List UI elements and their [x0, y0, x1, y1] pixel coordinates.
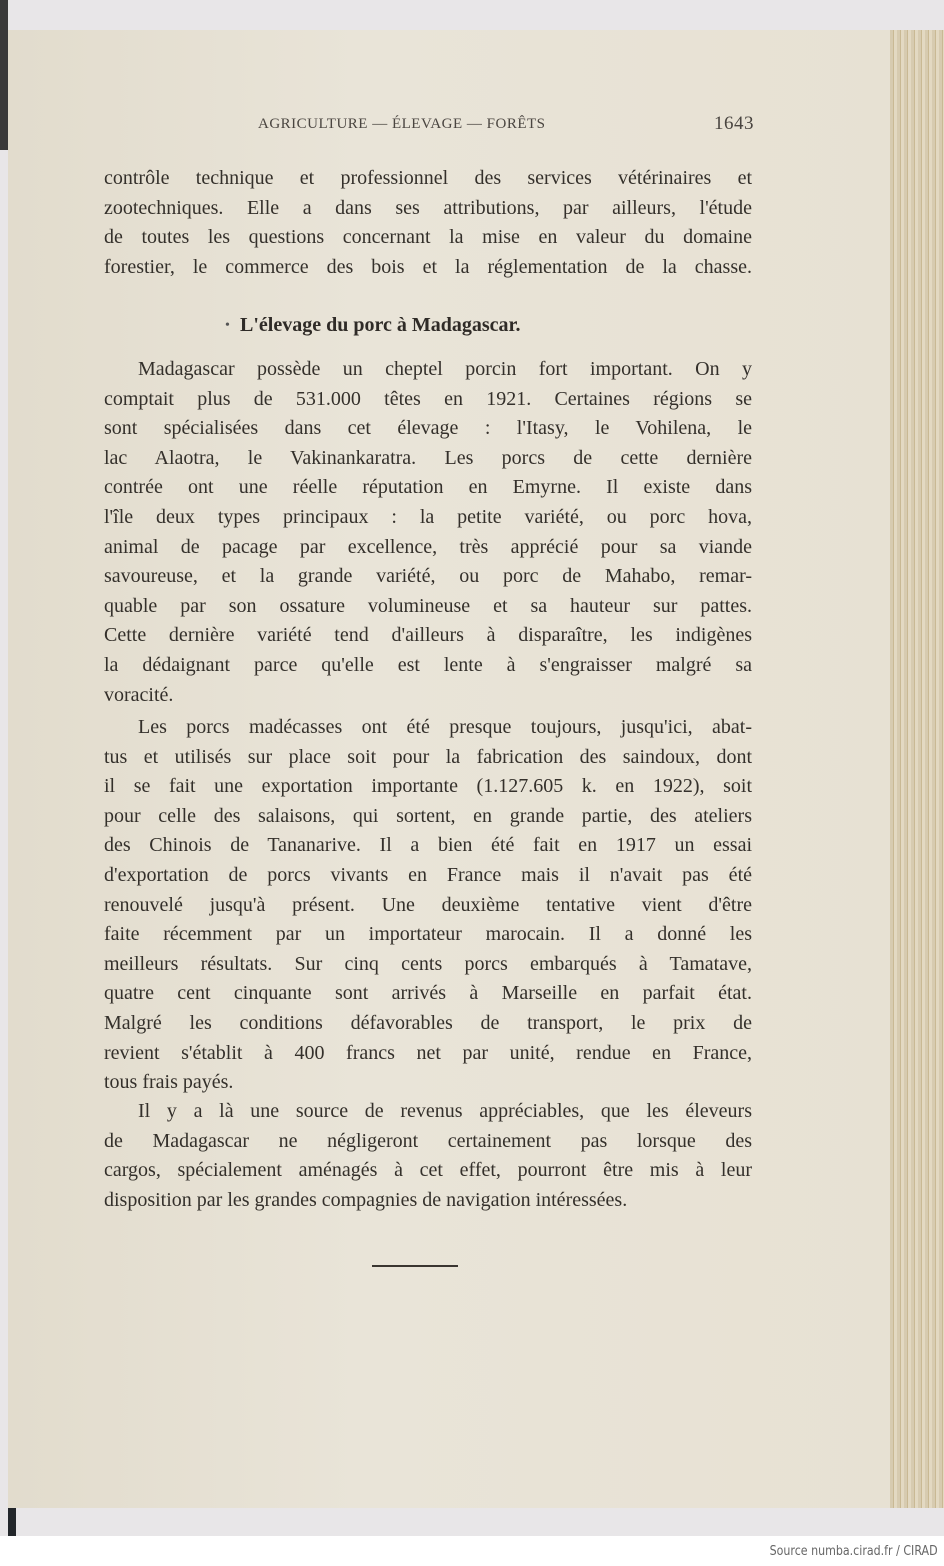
page-number: 1643 [714, 113, 754, 134]
running-title: AGRICULTURE — ÉLEVAGE — FORÊTS [258, 116, 546, 132]
text-line: Cette dernière variété tend d'ailleurs à disparaître, les indigènes [104, 624, 752, 647]
text-line: faite récemment par un importateur marocain. Il a donné les [104, 923, 752, 946]
text-line: l'île deux types principaux : la petite variété, ou porc hova, [104, 506, 752, 528]
text-line: Madagascar possède un cheptel porcin fort important. On y [138, 358, 752, 380]
text-line: contrée ont une réelle réputation en Emyrne. Il existe dans [104, 476, 752, 499]
text-line: quatre cent cinquante sont arrivés à Marseille en parfait état. [104, 982, 752, 1005]
text-line: sont spécialisées dans cet élevage : l'Itasy, le Vohilena, le [104, 417, 752, 440]
scan-border [0, 0, 8, 150]
text-line: lac Alaotra, le Vakinankaratra. Les porcs de cette dernière [104, 446, 752, 469]
bullet-mark: • [225, 318, 230, 333]
end-rule [372, 1265, 458, 1267]
text-line: Malgré les conditions défavorables de transport, le prix de [104, 1012, 752, 1034]
text-line: revient s'établit à 400 francs net par unité, rendue en France, [104, 1041, 752, 1064]
text-line: pour celle des salaisons, qui sortent, en grande partie, des ateliers [104, 804, 752, 827]
text-line: zootechniques. Elle a dans ses attributions, par ailleurs, l'étude [104, 196, 752, 219]
text-line: cargos, spécialement aménagés à cet effet, pourront être mis à leur [104, 1159, 752, 1182]
text-line: comptait plus de 531.000 têtes en 1921. Certaines régions se [104, 387, 752, 410]
text-line: voracité. [104, 683, 174, 706]
text-line: animal de pacage par excellence, très apprécié pour sa viande [104, 535, 752, 558]
running-header [258, 113, 754, 134]
text-line: tous frais payés. [104, 1071, 234, 1094]
source-credit: Source numba.cirad.fr / CIRAD [770, 1544, 938, 1559]
text-line: Il y a là une source de revenus appréciables, que les éleveurs [138, 1100, 752, 1122]
text-line: Les porcs madécasses ont été presque toujours, jusqu'ici, abat- [138, 716, 752, 738]
text-line: des Chinois de Tananarive. Il a bien été fait en 1917 un essai [104, 834, 752, 857]
page-edges [890, 30, 944, 1508]
section-heading: L'élevage du porc à Madagascar. [240, 314, 521, 336]
text-line: disposition par les grandes compagnies de navigation intéressées. [104, 1188, 628, 1211]
book-page [8, 30, 892, 1508]
text-line: la dédaignant parce qu'elle est lente à s'engraisser malgré sa [104, 654, 752, 676]
text-line: contrôle technique et professionnel des services vétérinaires et [104, 167, 752, 189]
text-line: quable par son ossature volumineuse et sa hauteur sur pattes. [104, 594, 752, 617]
text-line: forestier, le commerce des bois et la réglementation de la chasse. [104, 255, 752, 278]
text-line: de Madagascar ne négligeront certainement pas lorsque des [104, 1129, 752, 1152]
text-line: savoureuse, et la grande variété, ou porc de Mahabo, remar- [104, 565, 752, 588]
text-line: renouvelé jusqu'à présent. Une deuxième tentative vient d'être [104, 893, 752, 916]
text-line: tus et utilisés sur place soit pour la fabrication des saindoux, dont [104, 745, 752, 768]
text-line: de toutes les questions concernant la mise en valeur du domaine [104, 226, 752, 249]
scan-border-block [8, 1508, 16, 1536]
text-line: d'exportation de porcs vivants en France mais il n'avait pas été [104, 864, 752, 886]
text-line: il se fait une exportation importante (1.127.605 k. en 1922), soit [104, 775, 752, 798]
text-line: meilleurs résultats. Sur cinq cents porcs embarqués à Tamatave, [104, 952, 752, 975]
